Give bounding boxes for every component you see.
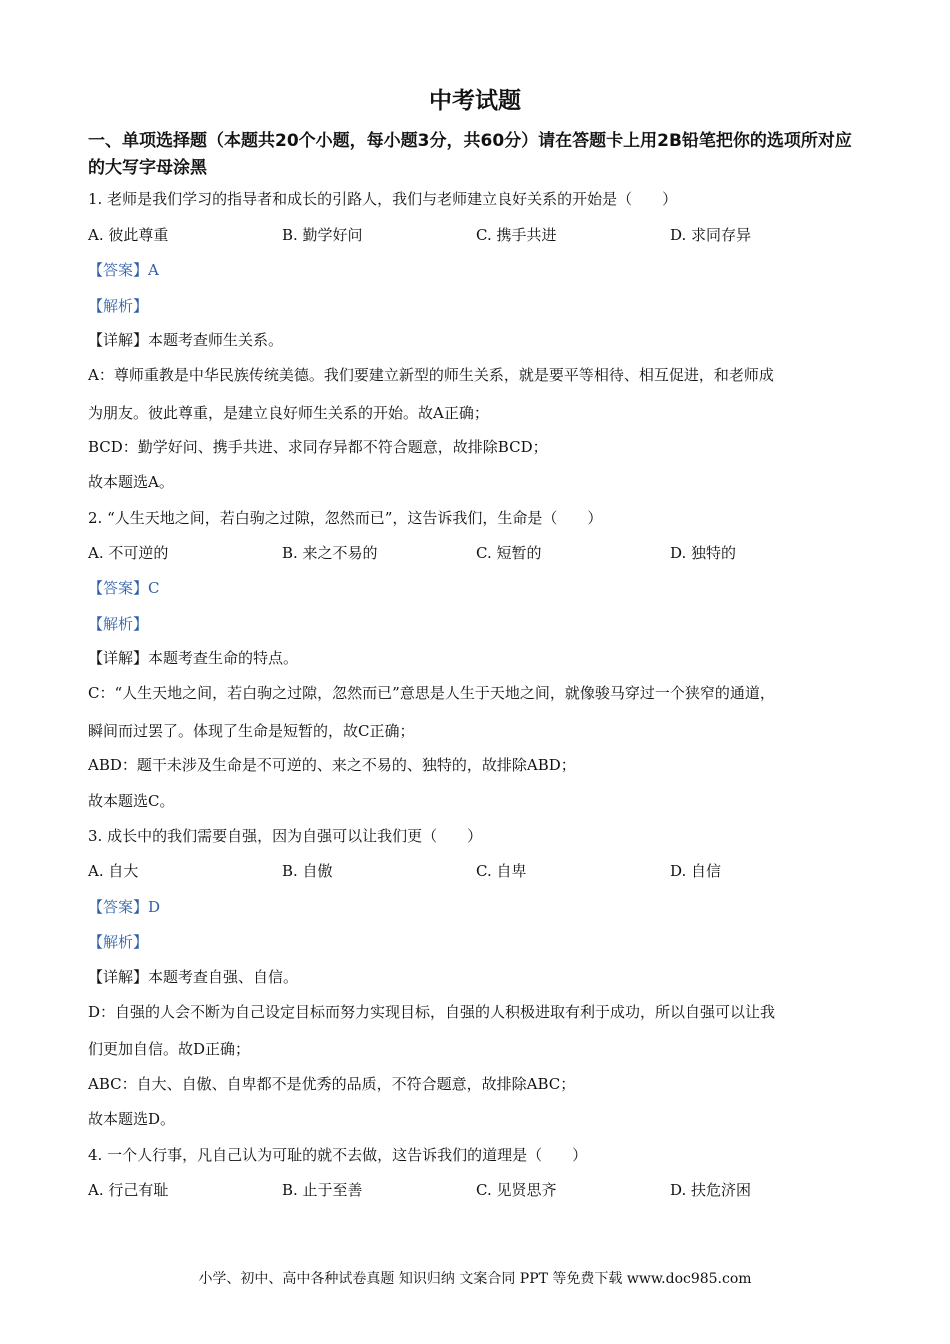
explanation-line: 故本题选D。 — [88, 1110, 176, 1128]
explanation-line: C：“人生天地之间，若白驹之过隙，忽然而已”意思是人生于天地之间，就像骏马穿过一个狭窄的通道， — [88, 684, 775, 702]
option-d: D. 扶危济困 — [670, 1181, 752, 1199]
question-stem: 4. 一个人行事，凡自己认为可耻的就不去做，这告诉我们的道理是（ ） — [88, 1146, 588, 1164]
option-b: B. 止于至善 — [282, 1181, 363, 1199]
explanation-line: D：自强的人会不断为自己设定目标而努力实现目标，自强的人积极进取有利于成功，所以自强可以让我 — [88, 1003, 776, 1021]
option-b: B. 勤学好问 — [282, 226, 363, 244]
detail-text: 【详解】本题考查生命的特点。 — [88, 649, 299, 667]
option-b: B. 自傲 — [282, 862, 333, 880]
explanation-line: ABD：题干未涉及生命是不可逆的、来之不易的、独特的，故排除ABD； — [88, 756, 576, 774]
option-d: D. 求同存异 — [670, 226, 752, 244]
option-c: C. 携手共进 — [476, 226, 557, 244]
answer-label: 【答案】C — [88, 579, 160, 597]
answer-label: 【答案】A — [88, 261, 159, 279]
question-stem: 3. 成长中的我们需要自强，因为自强可以让我们更（ ） — [88, 827, 483, 845]
page-title: 中考试题 — [429, 88, 521, 114]
section-heading: 一、单项选择题（本题共20个小题，每小题3分，共60分）请在答题卡上用2B铅笔把你的选项所对应的大写字母涂黑 — [88, 131, 852, 178]
option-a: A. 不可逆的 — [88, 544, 169, 562]
question-stem: 2. “人生天地之间，若白驹之过隙，忽然而已”，这告诉我们，生命是（ ） — [88, 509, 603, 527]
option-a: A. 彼此尊重 — [88, 226, 169, 244]
answer-label: 【答案】D — [88, 898, 161, 916]
option-d: D. 自信 — [670, 862, 722, 880]
page-footer: 小学、初中、高中各种试卷真题 知识归纳 文案合同 PPT 等免费下载 www.doc985.com — [198, 1271, 752, 1287]
option-d: D. 独特的 — [670, 544, 737, 562]
detail-text: 【详解】本题考查师生关系。 — [88, 331, 284, 349]
explanation-line: ABC：自大、自傲、自卑都不是优秀的品质，不符合题意，故排除ABC； — [88, 1075, 576, 1093]
explanation-line: 为朋友。彼此尊重，是建立良好师生关系的开始。故A正确； — [88, 404, 489, 422]
option-c: C. 短暂的 — [476, 544, 542, 562]
option-a: A. 行己有耻 — [88, 1181, 169, 1199]
option-c: C. 自卑 — [476, 862, 527, 880]
analysis-label: 【解析】 — [88, 933, 149, 951]
option-b: B. 来之不易的 — [282, 544, 378, 562]
analysis-label: 【解析】 — [88, 297, 149, 315]
explanation-line: BCD：勤学好问、携手共进、求同存异都不符合题意，故排除BCD； — [88, 438, 548, 456]
analysis-label: 【解析】 — [88, 615, 149, 633]
detail-text: 【详解】本题考查自强、自信。 — [88, 968, 299, 986]
explanation-line: 故本题选C。 — [88, 792, 175, 810]
explanation-line: 故本题选A。 — [88, 473, 174, 491]
option-c: C. 见贤思齐 — [476, 1181, 557, 1199]
explanation-line: A：尊师重教是中华民族传统美德。我们要建立新型的师生关系，就是要平等相待、相互促进，和老师成 — [88, 366, 774, 384]
option-a: A. 自大 — [88, 862, 139, 880]
explanation-line: 们更加自信。故D正确； — [88, 1040, 251, 1058]
question-stem: 1. 老师是我们学习的指导者和成长的引路人，我们与老师建立良好关系的开始是（ ） — [88, 190, 678, 208]
explanation-line: 瞬间而过罢了。体现了生命是短暂的，故C正确； — [88, 722, 415, 740]
